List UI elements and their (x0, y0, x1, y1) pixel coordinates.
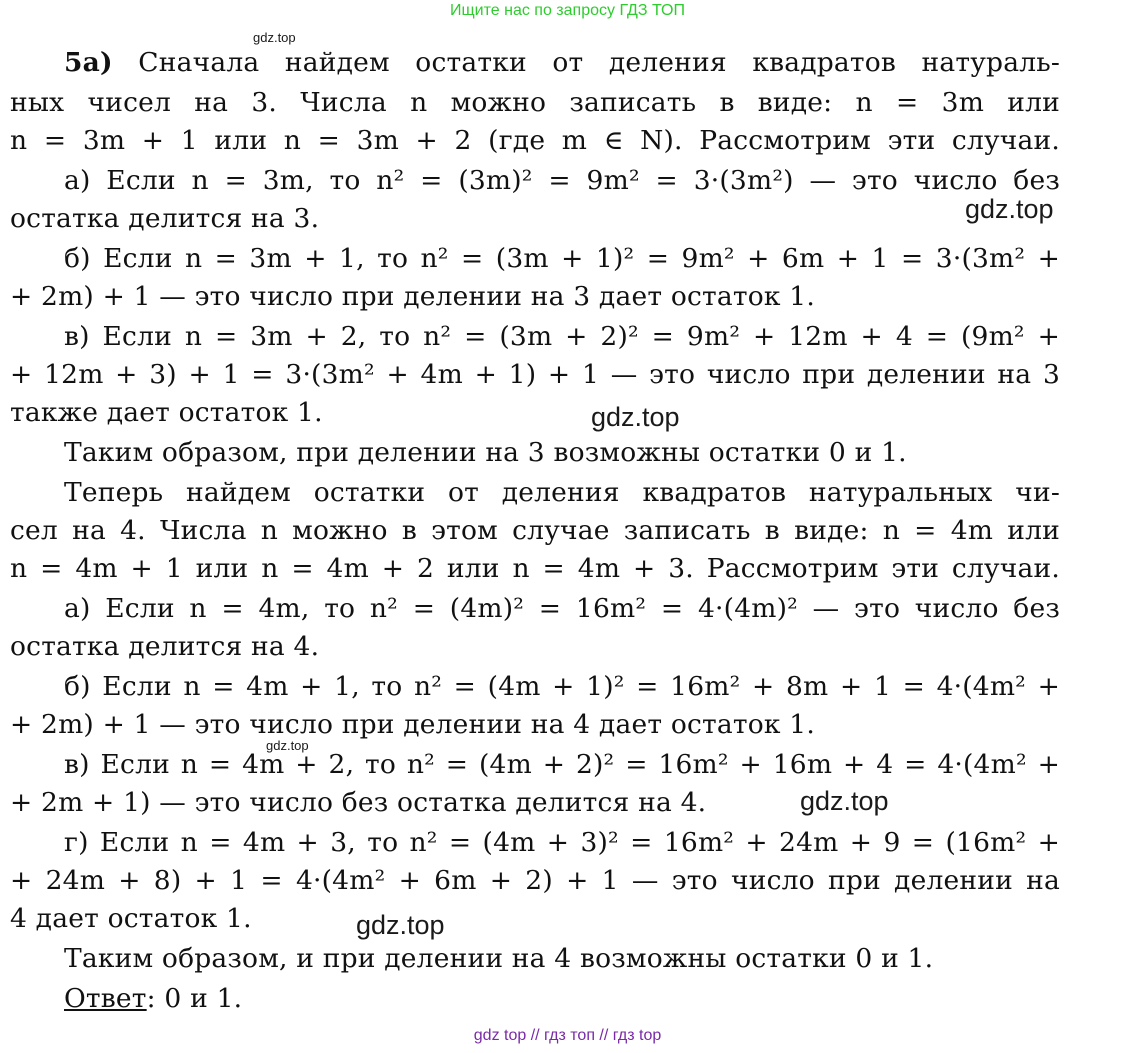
solution-line (64, 46, 1060, 80)
solution-line: также дает остаток 1. (10, 397, 323, 428)
watermark-bottom-left: gdz.top (356, 910, 445, 940)
watermark-small-top: gdz.top (253, 30, 296, 45)
solution-line: Таким образом, при делении на 3 возможны остатки 0 и 1. (64, 437, 907, 468)
solution-line: + 2m) + 1 — это число при делении на 3 дает остаток 1. (10, 281, 815, 312)
problem-number: 5а) (64, 47, 113, 78)
solution-line: а) Если n = 3m, то n² = (3m)² = 9m² = 3·(3m²) — это число без (64, 165, 1060, 196)
solution-line: 4 дает остаток 1. (10, 903, 252, 934)
solution-line: + 12m + 3) + 1 = 3·(3m² + 4m + 1) + 1 — это число при делении на 3 (10, 359, 1060, 390)
solution-line: сел на 4. Числа n можно в этом случае записать в виде: n = 4m или (10, 515, 1060, 546)
solution-line: n = 3m + 1 или n = 3m + 2 (где m ∈ N). Рассмотрим эти случаи. (10, 125, 1060, 156)
solution-line: остатка делится на 4. (10, 631, 320, 662)
solution-line: в) Если n = 3m + 2, то n² = (3m + 2)² = 9m² + 12m + 4 = (9m² + (64, 321, 1060, 352)
solution-line: остатка делится на 3. (10, 203, 320, 234)
solution-line: Теперь найдем остатки от деления квадратов натуральных чи- (64, 477, 1060, 508)
solution-line: + 2m) + 1 — это число при делении на 4 дает остаток 1. (10, 709, 815, 740)
footer-links: gdz top // гдз топ // гдз top (473, 1027, 662, 1044)
solution-line: ных чисел на 3. Числа n можно записать в виде: n = 3m или (10, 87, 1060, 118)
watermark-right-1: gdz.top (965, 194, 1054, 224)
solution-line-text: Сначала найдем остатки от деления квадратов натураль- (138, 47, 1061, 78)
answer-label: Ответ (64, 983, 147, 1014)
solution-line: б) Если n = 3m + 1, то n² = (3m + 1)² = 9m² + 6m + 1 = 3·(3m² + (64, 243, 1060, 274)
top-banner: Ищите нас по запросу ГДЗ ТОП (450, 2, 685, 19)
answer-value: : 0 и 1. (146, 983, 243, 1014)
watermark-right-2: gdz.top (800, 786, 889, 816)
solution-line: г) Если n = 4m + 3, то n² = (4m + 3)² = 16m² + 24m + 9 = (16m² + (64, 827, 1060, 858)
solution-line: n = 4m + 1 или n = 4m + 2 или n = 4m + 3. Рассмотрим эти случаи. (10, 553, 1060, 584)
solution-line: в) Если n = 4m + 2, то n² = (4m + 2)² = 16m² + 16m + 4 = 4·(4m² + (64, 749, 1060, 780)
watermark-small-mid: gdz.top (266, 738, 309, 753)
answer-line (64, 982, 1060, 1016)
solution-line: а) Если n = 4m, то n² = (4m)² = 16m² = 4·(4m)² — это число без (64, 593, 1060, 624)
watermark-mid-1: gdz.top (591, 402, 680, 432)
solution-line: Таким образом, и при делении на 4 возможны остатки 0 и 1. (64, 943, 934, 974)
solution-line: + 2m + 1) — это число без остатка делится на 4. (10, 787, 707, 818)
solution-line: б) Если n = 4m + 1, то n² = (4m + 1)² = 16m² + 8m + 1 = 4·(4m² + (64, 671, 1060, 702)
solution-line: + 24m + 8) + 1 = 4·(4m² + 6m + 2) + 1 — это число при делении на (10, 865, 1060, 896)
